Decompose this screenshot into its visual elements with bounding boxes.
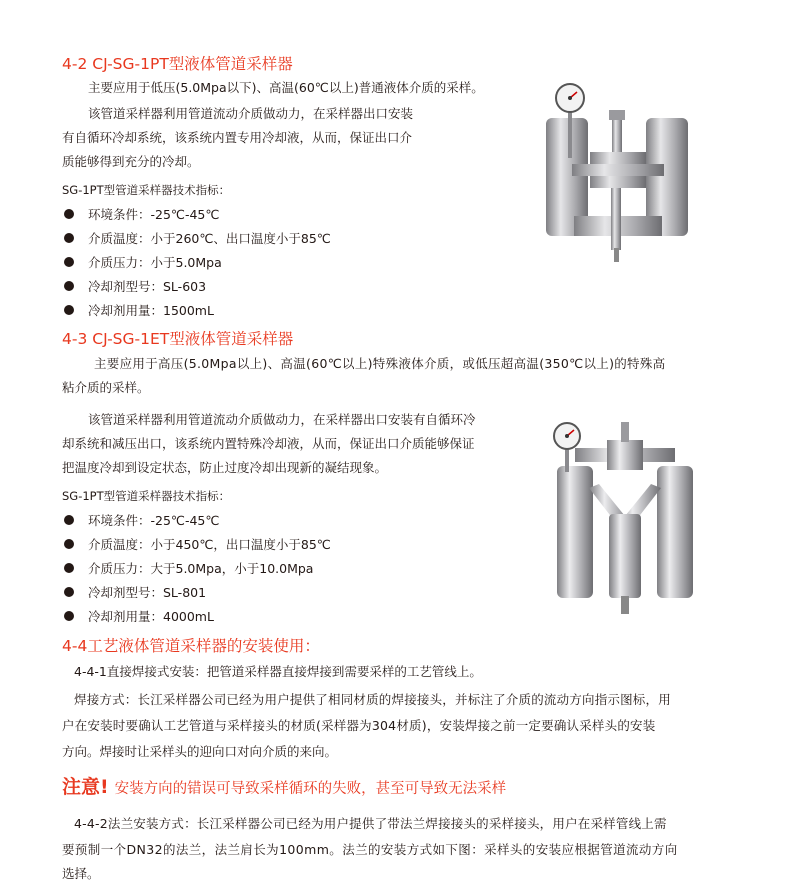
flange-para-1: 4-4-2法兰安装方式：长江采样器公司已经为用户提供了带法兰焊接接头的采样接头，用户在采样管线上需 — [74, 816, 667, 831]
flange-para-3: 选择。 — [62, 866, 100, 881]
section-43-spec-3: 介质压力：大于5.0Mpa，小于10.0Mpa — [88, 561, 314, 576]
section-42-spec-heading: SG-1PT型管道采样器技术指标： — [62, 183, 231, 197]
section-44-para-2: 焊接方式：长江采样器公司已经为用户提供了相同材质的焊接接头，并标注了介质的流动方向指示图标，用 — [74, 692, 671, 707]
section-42-para-3: 有自循环冷却系统，该系统内置专用冷却液，从而，保证出口介 — [62, 130, 413, 145]
section-42-para-2: 该管道采样器利用管道流动介质做动力，在采样器出口安装 — [88, 106, 414, 121]
section-42-title: 4-2 CJ-SG-1PT型液体管道采样器 — [62, 55, 293, 73]
section-43-spec-4: 冷却剂型号：SL-801 — [88, 585, 207, 600]
warning-lead: 注意! — [62, 776, 109, 798]
flange-para-2: 要预制一个DN32的法兰，法兰肩长为100mm。法兰的安装方式如下图：采样头的安装应根据管道流动方向 — [62, 842, 678, 857]
section-43-para-4: 却系统和减压出口，该系统内置特殊冷却液，从而，保证出口介质能够保证 — [62, 436, 475, 451]
section-42-spec-4: 冷却剂型号：SL-603 — [88, 279, 207, 294]
section-42-spec-3: 介质压力：小于5.0Mpa — [88, 255, 222, 270]
section-44-para-4: 方向。焊接时让采样头的迎向口对向介质的来向。 — [62, 744, 338, 759]
section-42-spec-5: 冷却剂用量：1500mL — [88, 303, 214, 318]
section-42-para-1: 主要应用于低压(5.0Mpa以下)、高温(60℃以上)普通液体介质的采样。 — [88, 80, 484, 95]
section-43-spec-1: 环境条件：-25℃-45℃ — [88, 513, 220, 528]
bullet-icon — [64, 257, 74, 267]
section-43-para-2: 粘介质的采样。 — [62, 380, 150, 395]
bullet-icon — [64, 233, 74, 243]
sampler-1et-photo — [545, 418, 705, 618]
section-44-para-1: 4-4-1直接焊接式安装：把管道采样器直接焊接到需要采样的工艺管线上。 — [74, 664, 482, 679]
section-43-title: 4-3 CJ-SG-1ET型液体管道采样器 — [62, 330, 294, 348]
section-44-para-3: 户在安装时要确认工艺管道与采样接头的材质(采样器为304材质)，安装焊接之前一定要确认采样头的安装 — [62, 718, 656, 733]
section-43-para-1: 主要应用于高压(5.0Mpa以上)、高温(60℃以上)特殊液体介质，或低压超高温(350℃以上)的特殊高 — [94, 356, 666, 371]
section-43-spec-2: 介质温度：小于450℃，出口温度小于85℃ — [88, 537, 331, 552]
sampler-1pt-photo — [530, 80, 710, 265]
section-42-spec-1: 环境条件：-25℃-45℃ — [88, 207, 220, 222]
bullet-icon — [64, 539, 74, 549]
warning-text: 安装方向的错误可导致采样循环的失败，甚至可导致无法采样 — [114, 781, 507, 797]
warning-line — [62, 772, 506, 799]
bullet-icon — [64, 515, 74, 525]
bullet-icon — [64, 611, 74, 621]
section-44-title: 4-4工艺液体管道采样器的安装使用： — [62, 637, 320, 655]
bullet-icon — [64, 563, 74, 573]
section-43-spec-5: 冷却剂用量：4000mL — [88, 609, 214, 624]
section-42-para-4: 质能够得到充分的冷却。 — [62, 154, 200, 169]
bullet-icon — [64, 281, 74, 291]
section-42-spec-2: 介质温度：小于260℃、出口温度小于85℃ — [88, 231, 331, 246]
bullet-icon — [64, 209, 74, 219]
section-43-spec-heading: SG-1PT型管道采样器技术指标： — [62, 489, 231, 503]
bullet-icon — [64, 587, 74, 597]
section-43-para-3: 该管道采样器利用管道流动介质做动力，在采样器出口安装有自循环冷 — [88, 412, 476, 427]
section-43-para-5: 把温度冷却到设定状态，防止过度冷却出现新的凝结现象。 — [62, 460, 388, 475]
bullet-icon — [64, 305, 74, 315]
